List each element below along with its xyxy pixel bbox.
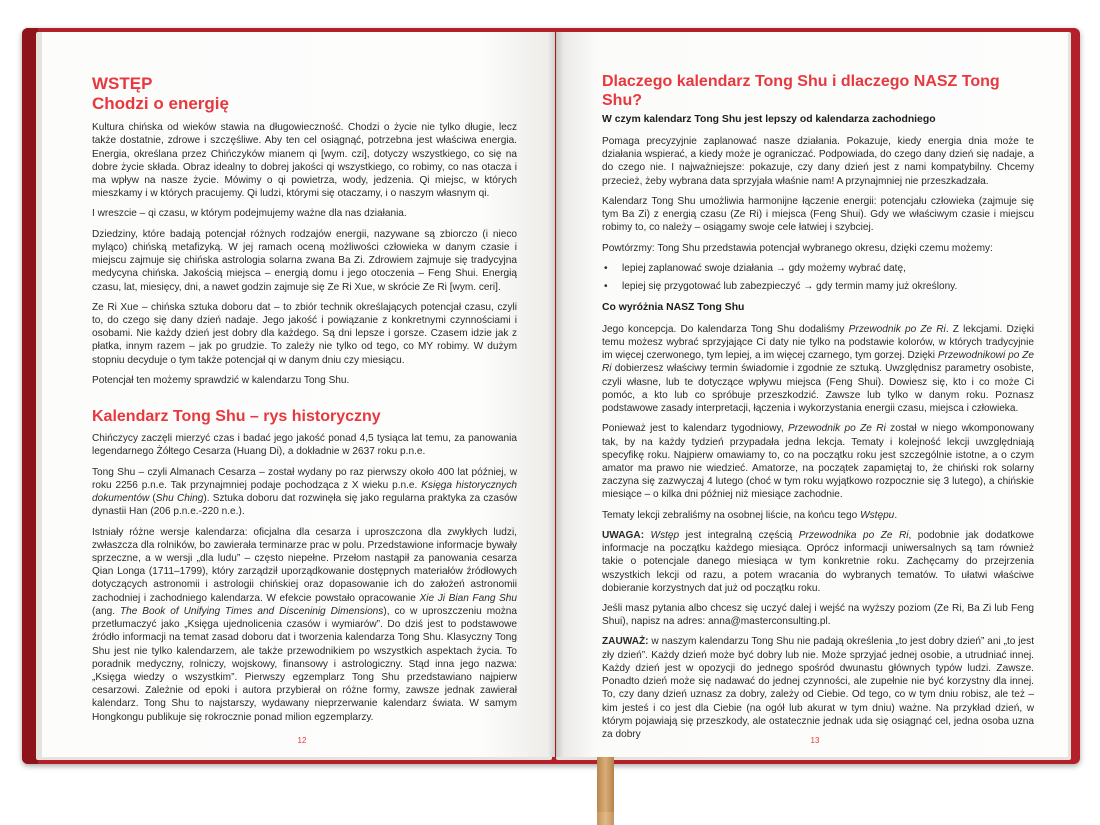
section-subheading: Co wyróżnia NASZ Tong Shu	[602, 302, 745, 314]
left-page-content	[92, 74, 517, 731]
intro-paragraph: Kultura chińska od wieków stawia na długowieczność. Chodzi o życie nie tylko długie, lecz także dostatnie, zdrowe i szczęśliwe. Aby ten cel osiągnąć, potrzebna jest właściwa energia. Energia, określana przez Chińczyków mianem qi [wym. czi], dotyczy wszystkiego, co się na dobre życie składa. Obraz idealny to dobrej jakości qi wszystkiego, co robimy, co nas otacza i ma wpływ na nasze życie. Mówimy o qi powietrza, wody, jedzenia. Qi miejsc, w których mieszkamy i w których pracujemy. Qi ludzi, którymi się otaczamy, i o naszym własnym qi.	[92, 122, 517, 200]
why-heading: Dlaczego kalendarz Tong Shu i dlaczego NASZ Tong Shu?	[602, 73, 1000, 110]
body-paragraph: Jego koncepcja. Do kalendarza Tong Shu dodaliśmy Przewodnik po Ze Ri. Z lekcjami. Dzięki temu możesz wybrać sprzyjające Ci daty nie tylko na podstawie kolorów, w których tradycyjnie im więcej czerwonego, tym lepiej, a im więcej czarnego, tym gorzej. Dzięki Przewodnikowi po Ze Ri dobierzesz właściwy termin świadomie i zgodnie ze sztuką. Uwzględnisz parametry osobiste, czyli własne, lub te dotyczące wpływu miejsca (Feng Shui). Dowiesz się, kto i co może Ci pomóc, a kto lub co spróbuje przeszkodzić. Zawsze lub tylko w danym roku. Poznasz podstawowe zasady interpretacji, łączenia i wykorzystania energii czasu, miejsca i człowieka.	[602, 323, 1034, 415]
right-page-content	[602, 72, 1034, 748]
section-subheading: W czym kalendarz Tong Shu jest lepszy od kalendarza zachodniego	[602, 114, 936, 126]
intro-paragraph: Potencjał ten możemy sprawdzić w kalendarzu Tong Shu.	[92, 374, 350, 386]
body-paragraph: Pomaga precyzyjnie zaplanować nasze działania. Pokazuje, kiedy energia dnia może te działania wspierać, a kiedy może je ograniczać. Podpowiada, do czego dany dzień się nadaje, a do czego nie. I najważniejsze: pokazuje, czy dany dzień jest z nami kompatybilny. Chcemy przecież, żeby wybrana data sprzyjała właśnie nam! A przynajmniej nie przeszkadzała.	[602, 136, 1034, 187]
intro-paragraph: Dziedziny, które badają potencjał różnych rodzajów energii, nazywane są zbiorczo (i nieco myląco) chińską metafizyką. W jej ramach oceną możliwości człowieka w danym czasie i miejscu zajmuje się chińska astrologia solarna zwana Ba Zi. Zdrowiem zajmuje się tradycyjna medycyna chińska. Jakością miejsca – energią domu i jego otoczenia – Feng Shui. Energią czasu, lat, miesięcy, dni, a nawet godzin zajmuje się Ze Ri Xue, w skrócie Ze Ri [wym. ceri].	[92, 228, 517, 293]
intro-subheading: Chodzi o energię	[92, 93, 229, 113]
left-page	[42, 32, 555, 757]
page-number: 12	[297, 736, 307, 745]
intro-paragraph: Ze Ri Xue – chińska sztuka doboru dat – to zbiór technik określających potencjał czasu, czyli to, do czego się dany dzień nadaje. Jego jakość i powiązanie z konkretnymi czynnościami i osobami. Nie każdy dzień jest dobry dla każdego. Są dni lepsze i gorsze. Czasem idzie jak z płatka, innym razem – jak po grudzie. To zależy nie tylko od tego, co MY robimy. W dużym stopniu decyduje o tym także potencjał qi w danym dniu czy miesiącu.	[92, 301, 517, 366]
history-heading: Kalendarz Tong Shu – rys historyczny	[92, 408, 381, 426]
body-paragraph: Powtórzmy: Tong Shu przedstawia potencjał wybranego okresu, dzięki czemu możemy:	[602, 242, 993, 254]
body-paragraph: Ponieważ jest to kalendarz tygodniowy, Przewodnik po Ze Ri został w niego wkomponowany tak, by na każdy tydzień przypadała jedna lekcja. Tematy i kolejność lekcji uwzględniają specyfikę roku. Najpierw omawiamy to, co na początku roku jest szczególnie istotne, a o czym amator ma prawo nie wiedzieć. Amatorze, na początek zapamiętaj to, że chiński rok solarny zaczyna się zazwyczaj 4 lutego (choć w tym roku wyjątkowo rozpocznie się 3 lutego), a chińskie miesiące – o kilka dni później niż miesiące zachodnie.	[602, 423, 1034, 501]
book-gutter	[548, 32, 564, 757]
bookmark-ribbon-end	[597, 812, 614, 825]
page-number: 13	[810, 736, 820, 745]
note-paragraph: ZAUWAŻ: w naszym kalendarzu Tong Shu nie padają określenia „to jest dobry dzień” ani „to jest zły dzień”. Każdy dzień może być dobry lub nie. Może sprzyjać jednej osobie, a utrudniać innej. Każdy dzień jest w opozycji do jednego spośród dwunastu głównych typów ludzi. Zawsze. Ponadto dzień może się nadawać do jednej czynności, ale zupełnie nie być korzystny dla innej. To, czy dany dzień uznasz za dobry, zależy od Ciebie. Od tego, co w tym dniu robisz, ale też – kim jesteś i co jest dla Ciebie (na ogół lub akurat w tym dniu) ważne. Na przykład dzień, w którym pojawiają się przeszkody, ale ostatecznie jednak uda się osiągnąć cel, jedna osoba uzna za dobry	[602, 636, 1034, 740]
history-paragraph: Chińczycy zaczęli mierzyć czas i badać jego jakość ponad 4,5 tysiąca lat temu, za panowania legendarnego Żółtego Cesarza (Huang Di), a dokładnie w 2637 roku p.n.e.	[92, 433, 517, 458]
history-paragraph: Istniały różne wersje kalendarza: oficjalna dla cesarza i uproszczona dla zwykłych ludzi, zwłaszcza dla rolników, bo zawierała terminarze prac w polu. Przedstawione informacje bywały sprzeczne, a w wersji „dla ludu” – często niepełne. Przełom nastąpił za panowania cesarza Qian Longa (1711–1799), który zarządził uporządkowanie dostępnych materiałów źródłowych dotyczących astronomii i astrologii chińskiej oraz dopasowanie ich do założeń astronomii zachodniej i zachodniego kalendarza. W efekcie powstało opracowanie Xie Ji Bian Fang Shu (ang. The Book of Unifying Times and Disceninig Dimensions), co w uproszczeniu można przetłumaczyć jako „Księga ujednolicenia czasów i wymiarów”. Do dziś jest to podstawowe źródło informacji na temat zasad doboru dat i tworzenia kalendarza Tong Shu. Klasyczny Tong Shu jest nie tylko kalendarzem, ale także przewodnikiem po wszystkich aspektach życia. To poradnik medyczny, rolniczy, wojskowy, finansowy i astrologiczny. Stąd inna jego nazwa: „Księga wiedzy o wszystkim”. Pierwszy egzemplarz Tong Shu przedstawiano najpierw cesarzowi. Zależnie od epoki i autora przybierał on różne formy, zawsze jednak zawierał kalendarz. Tong Shu to najstarszy, wydawany nieprzerwanie kalendarz świata. W samym Hongkongu publikuje się rokrocznie ponad milion egzemplarzy.	[92, 526, 518, 723]
body-paragraph: Tematy lekcji zebraliśmy na osobnej liście, na końcu tego Wstępu.	[602, 509, 898, 521]
right-page	[556, 32, 1068, 757]
bullet-list	[602, 262, 1034, 293]
list-item: • lepiej zaplanować swoje działania → gdy możemy wybrać datę,	[602, 262, 1034, 275]
history-paragraph: Tong Shu – czyli Almanach Cesarza – został wydany po raz pierwszy około 400 lat później, w roku 2256 p.n.e. Tak przynajmniej podaje pochodząca z X wieku p.n.e. Księga historycznych dokumentów (Shu Ching). Sztuka doboru dat rozwinęła się jako regularna praktyka za czasów dynastii Han (206 p.n.e.-220 n.e.).	[92, 466, 518, 518]
note-paragraph: UWAGA: Wstęp jest integralną częścią Przewodnika po Ze Ri, podobnie jak dodatkowe informacje na początku każdego miesiąca. Oprócz informacji uniwersalnych są tam również takie o potencjale danego miesiąca w tym konkretnie roku. Zachęcamy do przejrzenia wszystkich lekcji od razu, a potem wracania do wybranych tematów. To ułatwi właściwe dobieranie korzystnych dat już od początku roku.	[602, 529, 1034, 594]
intro-paragraph: I wreszcie – qi czasu, w którym podejmujemy ważne dla nas działania.	[92, 208, 407, 220]
contact-paragraph: Jeśli masz pytania albo chcesz się uczyć dalej i wejść na wyższy poziom (Ze Ri, Ba Zi lub Feng Shui), napisz na adres: anna@masterconsulting.pl.	[602, 602, 1034, 628]
intro-heading: WSTĘP	[92, 74, 153, 93]
body-paragraph: Kalendarz Tong Shu umożliwia harmonijne łączenie energii: potencjału człowieka (zajmuje się tym Ba Zi) z energią czasu (Ze Ri) i miejsca (Feng Shui). Gdy we właściwym czasie i miejscu robimy to, co należy – osiągamy swoje cele łatwiej i szybciej.	[602, 195, 1034, 234]
list-item: • lepiej się przygotować lub zabezpieczyć → gdy termin mamy już określony.	[602, 280, 1034, 293]
